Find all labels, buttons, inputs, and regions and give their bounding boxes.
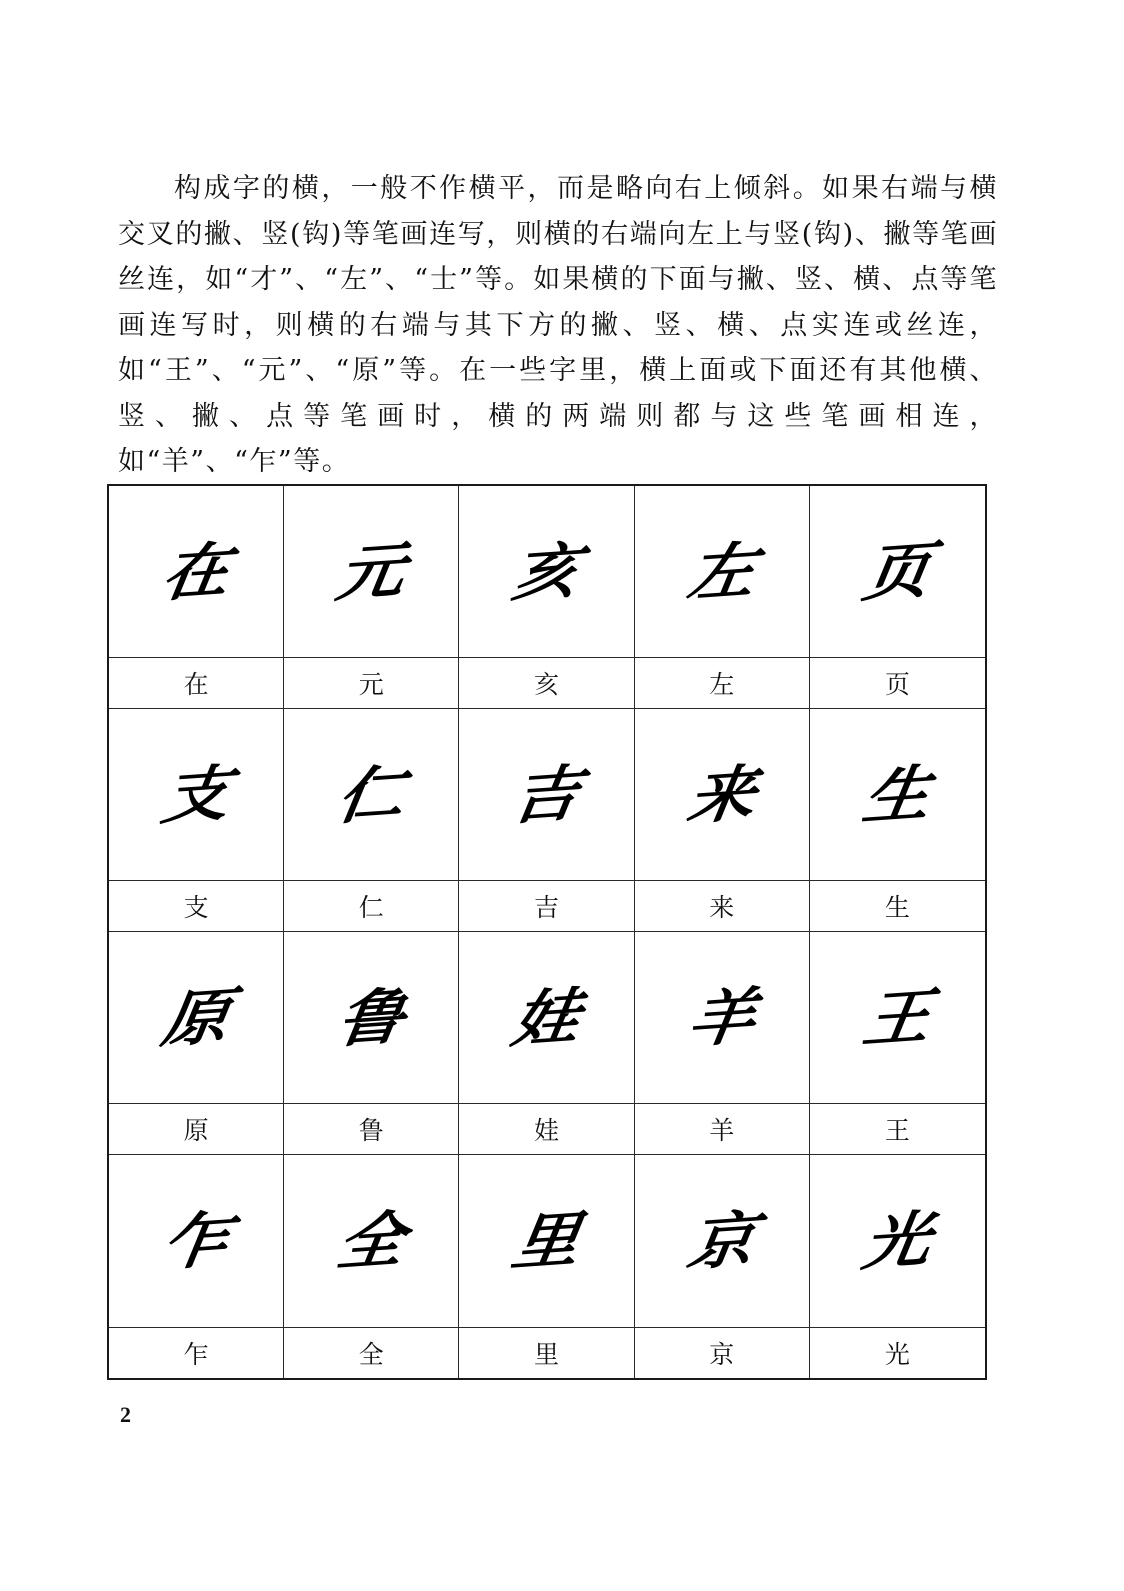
character-label: 来 (709, 893, 735, 922)
character-cell (109, 486, 284, 709)
character-label: 羊 (709, 1116, 735, 1145)
cursive-glyph: 羊 (683, 979, 761, 1056)
cursive-glyph: 左 (683, 533, 761, 610)
character-cell (810, 486, 985, 709)
cursive-glyph: 亥 (507, 533, 585, 610)
character-cell (284, 932, 459, 1155)
character-label: 支 (183, 893, 209, 922)
cursive-glyph-box (459, 1155, 633, 1328)
character-label: 原 (183, 1116, 209, 1145)
cursive-glyph-box (284, 486, 458, 658)
cursive-glyph-box (810, 932, 985, 1104)
character-cell (109, 709, 284, 932)
character-cell (284, 486, 459, 709)
character-label: 鲁 (358, 1116, 384, 1145)
character-cell (810, 1155, 985, 1378)
cursive-glyph: 支 (157, 756, 235, 833)
character-label: 乍 (183, 1340, 209, 1369)
character-cell (109, 1155, 284, 1378)
character-cell (459, 486, 634, 709)
character-label: 生 (884, 893, 910, 922)
character-label: 元 (358, 670, 384, 699)
character-cell (635, 932, 810, 1155)
cursive-glyph: 吉 (507, 756, 585, 833)
cursive-glyph: 里 (507, 1202, 585, 1280)
cursive-glyph-box (810, 709, 985, 881)
character-cell (635, 709, 810, 932)
cursive-glyph: 鲁 (332, 979, 410, 1056)
character-label: 仁 (358, 893, 384, 922)
character-cell (459, 932, 634, 1155)
cursive-glyph: 光 (858, 1202, 936, 1280)
cursive-glyph-box (810, 486, 985, 658)
character-cell (635, 1155, 810, 1378)
character-label: 吉 (533, 893, 559, 922)
cursive-glyph: 生 (858, 756, 936, 833)
cursive-glyph: 全 (332, 1202, 410, 1280)
intro-paragraph: 构成字的横，一般不作横平，而是略向右上倾斜。如果右端与横交叉的撇、竖(钩)等笔画连写，则横的右端向左上与竖(钩)、撇等笔画丝连，如“才”、“左”、“士”等。如果横的下面与撇、竖、横、点等笔画连写时，则横的右端与其下方的撇、竖、横、点实连或丝连，如“王”、“元”、“原”等。在一些字里，横上面或下面还有其他横、竖、撇、点等笔画时，横的两端则都与这些笔画相连，如“羊”、“乍”等。 (118, 173, 998, 477)
character-label: 在 (183, 670, 209, 699)
cursive-glyph-box (284, 709, 458, 881)
cursive-glyph-box (284, 1155, 458, 1328)
cursive-glyph-box (635, 709, 809, 881)
cursive-glyph-box (109, 932, 283, 1104)
cursive-glyph-box (459, 486, 633, 658)
character-label: 全 (358, 1340, 384, 1369)
character-label: 王 (884, 1116, 910, 1145)
character-cell (109, 932, 284, 1155)
cursive-glyph-box (109, 486, 283, 658)
character-label: 京 (709, 1340, 735, 1369)
cursive-glyph-box (459, 932, 633, 1104)
cursive-glyph: 娃 (507, 979, 585, 1056)
cursive-glyph: 来 (683, 756, 761, 833)
character-cell (459, 1155, 634, 1378)
cursive-glyph: 原 (157, 979, 235, 1056)
character-cell (284, 1155, 459, 1378)
character-cell (459, 709, 634, 932)
character-label: 左 (709, 670, 735, 699)
cursive-glyph-box (635, 932, 809, 1104)
cursive-glyph: 乍 (157, 1202, 235, 1280)
character-cell (810, 709, 985, 932)
character-label: 亥 (533, 670, 559, 699)
character-label: 里 (533, 1340, 559, 1369)
character-label: 光 (884, 1340, 910, 1369)
cursive-glyph-box (810, 1155, 985, 1328)
cursive-glyph-box (109, 1155, 283, 1328)
character-label: 娃 (533, 1116, 559, 1145)
cursive-glyph-box (284, 932, 458, 1104)
character-grid (107, 484, 987, 1380)
cursive-glyph-box (109, 709, 283, 881)
cursive-glyph: 元 (332, 533, 410, 610)
character-cell (635, 486, 810, 709)
character-label: 页 (884, 670, 910, 699)
character-cell (284, 709, 459, 932)
cursive-glyph-box (635, 486, 809, 658)
cursive-glyph: 页 (858, 533, 936, 610)
cursive-glyph: 仁 (332, 756, 410, 833)
intro-paragraph-block (118, 166, 998, 485)
cursive-glyph: 王 (858, 979, 936, 1056)
cursive-glyph: 京 (683, 1202, 761, 1280)
cursive-glyph: 在 (157, 533, 235, 610)
cursive-glyph-box (459, 709, 633, 881)
character-cell (810, 932, 985, 1155)
page-number: 2 (120, 1402, 131, 1427)
cursive-glyph-box (635, 1155, 809, 1328)
